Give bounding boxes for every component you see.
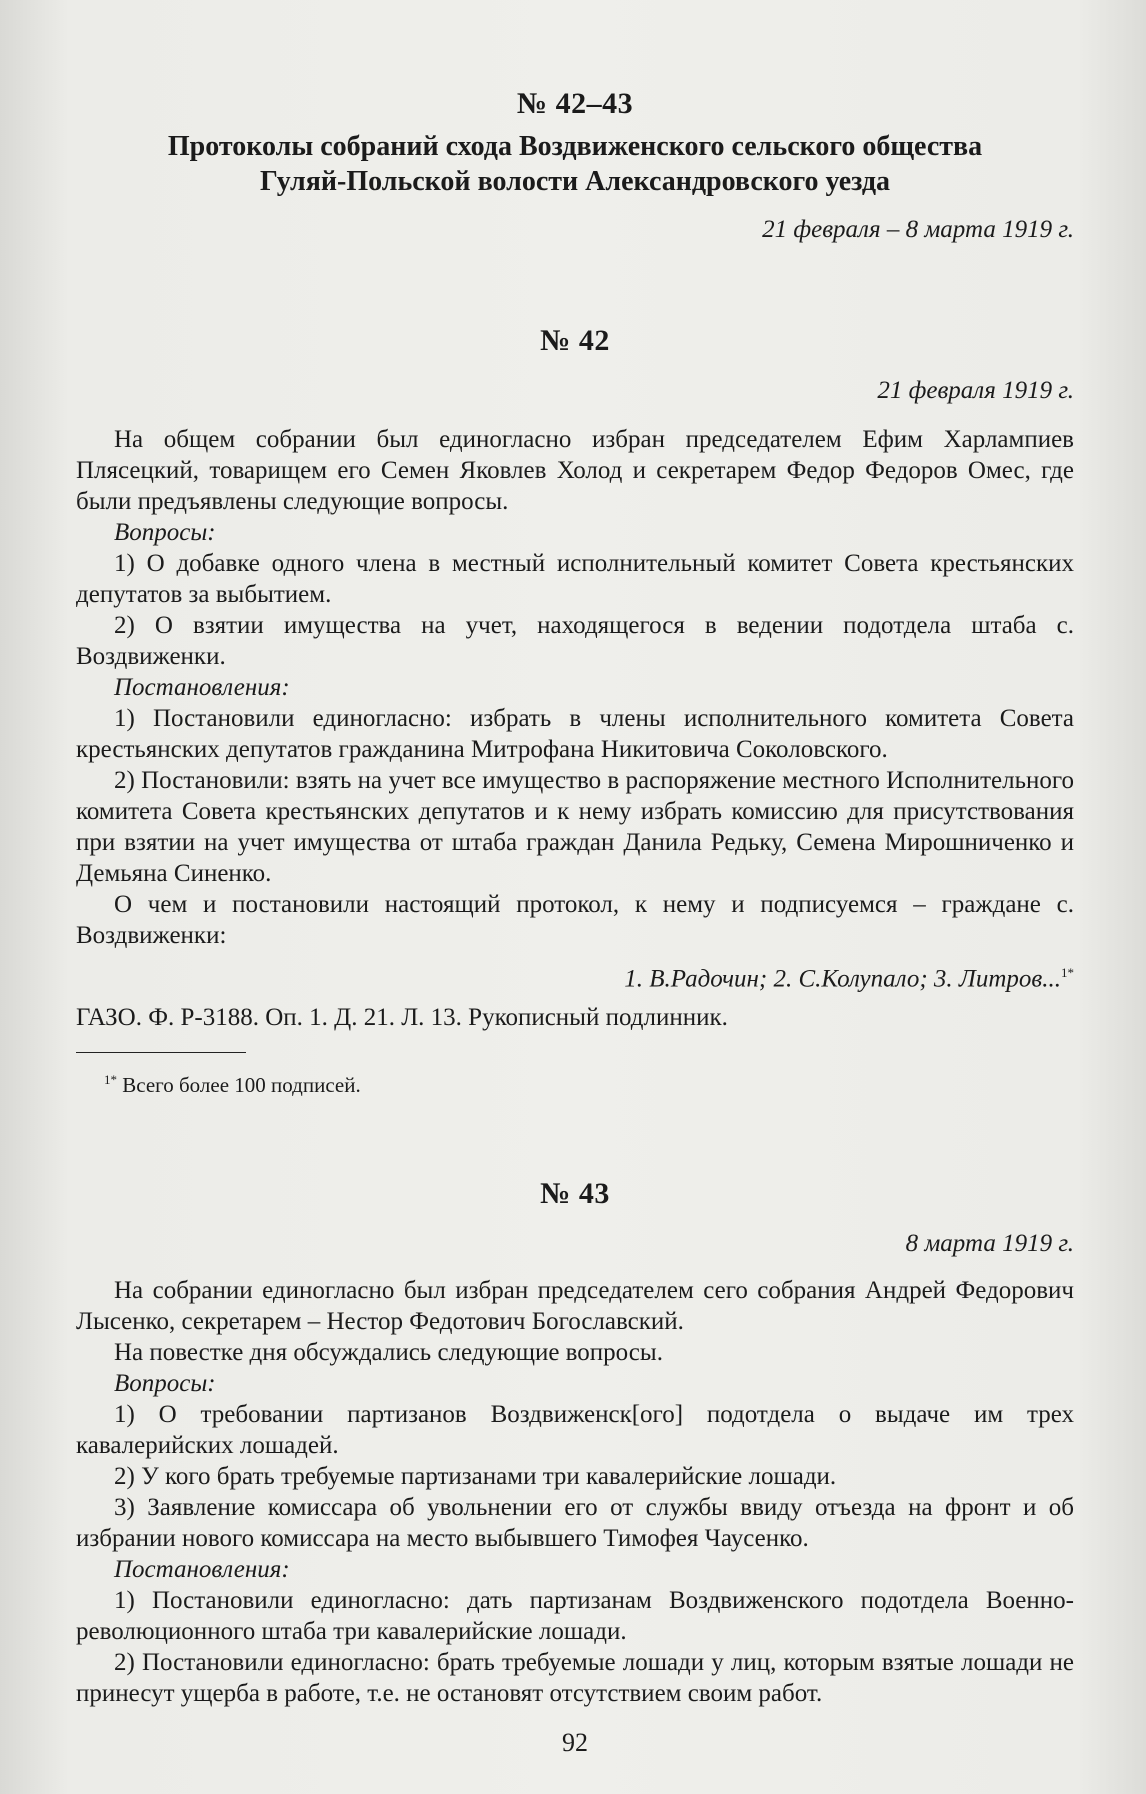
doc42-signatures: [76, 957, 1074, 994]
footnote-divider: [76, 1052, 246, 1053]
doc42-date: 21 февраля 1919 г.: [877, 377, 1074, 404]
collection-number: № 42–43: [516, 87, 634, 120]
doc42-footnote: [76, 1067, 1074, 1098]
doc43-question-2: 2) У кого брать требуемые партизанами три кавалерийские лошади.: [114, 1463, 837, 1490]
doc43-resolution-1: 1) Постановили единогласно: дать партизанам Воздвиженского подотдела Военно-революционного штаба три кавалерийские лошади.: [76, 1587, 1074, 1645]
doc42-resolutions-label: Постановления:: [114, 674, 290, 701]
doc42-intro: На общем собрании был единогласно избран председателем Ефим Харлампиев Плясецкий, товарищем его Семен Яковлев Холод и секретарем Федор Федоров Омес, где были предъявлены следующие вопросы.: [76, 426, 1074, 515]
doc43-questions-label: Вопросы:: [114, 1370, 216, 1397]
signatures-text: 1. В.Радочин; 2. С.Колупало; 3. Литров...: [624, 965, 1061, 993]
collection-title-line-1: Протоколы собраний схода Воздвиженского сельского общества: [167, 131, 983, 162]
doc43-number: № 43: [540, 1177, 610, 1210]
footnote-text: Всего более 100 подписей.: [122, 1073, 361, 1097]
doc42-question-1: 1) О добавке одного члена в местный исполнительный комитет Совета крестьянских депутатов за выбытием.: [76, 550, 1074, 608]
doc43-intro-1: На собрании единогласно был избран председателем сего собрания Андрей Федорович Лысенко, секретарем – Нестор Федотович Богославский.: [76, 1277, 1074, 1335]
doc42-resolution-1: 1) Постановили единогласно: избрать в члены исполнительного комитета Совета крестьянских депутатов гражданина Митрофана Никитовича Соколовского.: [76, 705, 1074, 763]
collection-title-line-2: Гуляй-Польской волости Александровского уезда: [259, 166, 891, 197]
doc43-intro-2: На повестке дня обсуждались следующие вопросы.: [114, 1339, 663, 1366]
signatures-footnote-mark: 1*: [1061, 965, 1074, 980]
doc42-number: № 42: [540, 324, 610, 357]
doc43-resolutions-label: Постановления:: [114, 1556, 290, 1583]
doc42-resolution-2: 2) Постановили: взять на учет все имущество в распоряжение местного Исполнительного комитета Совета крестьянских депутатов и к нему избрать комиссию для присутствования при взятии на учет имущества от штаба граждан Данила Редьку, Семена Мирошниченко и Демьяна Синенко.: [76, 767, 1074, 887]
doc42-closing: О чем и постановили настоящий протокол, к нему и подписуемся – граждане с. Воздвиженки:: [76, 891, 1074, 949]
collection-date-range: 21 февраля – 8 марта 1919 г.: [762, 216, 1074, 243]
doc42-question-2: 2) О взятии имущества на учет, находящегося в ведении подотдела штаба с. Воздвиженки.: [76, 612, 1074, 670]
page-number: 92: [562, 1728, 588, 1757]
doc43-date: 8 марта 1919 г.: [905, 1230, 1074, 1257]
doc43-body: [76, 1275, 1074, 1709]
doc42-questions-label: Вопросы:: [114, 519, 216, 546]
doc42-body: [76, 424, 1074, 994]
doc43-question-3: 3) Заявление комиссара об увольнении его от службы ввиду отъезда на фронт и об избрании нового комиссара на место выбывшего Тимофея Чаусенко.: [76, 1494, 1074, 1552]
doc43-resolution-2: 2) Постановили единогласно: брать требуемые лошади у лиц, которым взятые лошади не принесут ущерба в работе, т.е. не остановят отсутствием своим работ.: [76, 1649, 1074, 1707]
doc42-source: ГАЗО. Ф. Р-3188. Оп. 1. Д. 21. Л. 13. Рукописный подлинник.: [76, 1004, 728, 1031]
doc43-question-1: 1) О требовании партизанов Воздвиженск[ого] подотдела о выдаче им трех кавалерийских лошадей.: [76, 1401, 1074, 1459]
footnote-mark: 1*: [104, 1072, 117, 1087]
